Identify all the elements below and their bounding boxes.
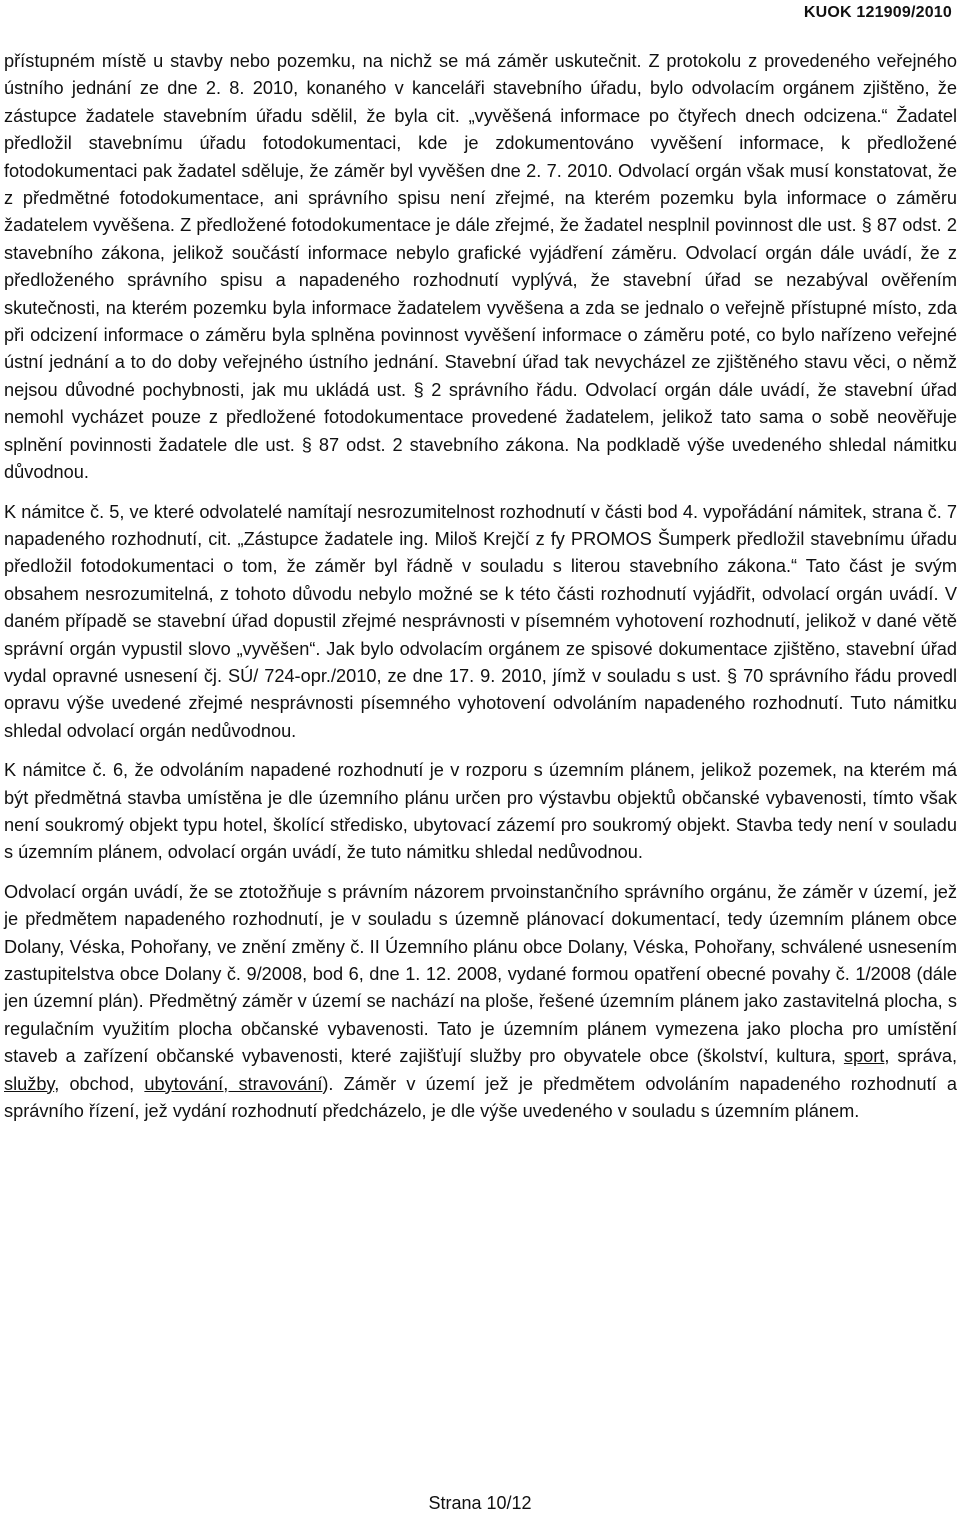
paragraph-objection-5: K námitce č. 5, ve které odvolatelé namítají nesrozumitelnost rozhodnutí v části bod 4. vypořádání námitek, strana č. 7 napadeného rozhodnutí, cit. „Zástupce žadatele ing. Miloš Krejčí z fy PROMOS Šumperk předložil stavebnímu úřadu předložil fotodokumentaci o tom, že záměr byl řádně v souladu s literou stavebního zákona.“ Tato část je svým obsahem nesrozumitelná, z tohoto důvodu nebylo možné se k této části rozhodnutí vyjádřit, odvolací orgán uvádí. V daném případě se stavební úřad dopustil zřejmé nesprávnosti v písemném vyhotovení rozhodnutí, jelikož v dané větě správní orgán vypustil slovo „vyvěšen“. Jak bylo odvolacím orgánem ze spisové dokumentace zjištěno, stavební úřad vydal opravné usnesení čj. SÚ/ 724-opr./2010, ze dne 17. 9. 2010, jímž v souladu s ust. § 70 správního řádu provedl opravu výše uvedené zřejmé nesprávnosti písemného vyhotovení odvoláním napadeného rozhodnutí. Tuto námitku shledal odvolací orgán nedůvodnou. bbox=[4, 501, 957, 741]
paragraph-objection-6: K námitce č. 6, že odvoláním napadené rozhodnutí je v rozporu s územním plánem, jelikož pozemek, na kterém má být předmětná stavba umístěna je dle územního plánu určen pro výstavbu objektů občanské vybavenosti, tímto však není soukromý objekt typu hotel, školící středisko, ubytovací zázemí pro soukromý objekt. Stavba tedy není v souladu s územním plánem, odvolací orgán uvádí, že tuto námitku shledal nedůvodnou. bbox=[4, 760, 957, 863]
document-reference: KUOK 121909/2010 bbox=[803, 4, 952, 21]
conclusion-text-4: ). Záměr v území jež je předmětem odvoláním napadeného rozhodnutí a správního řízení, jež vydání rozhodnutí předcházelo, je dle výše uvedeného v souladu s územním plánem. bbox=[4, 1073, 957, 1122]
underlined-sport: sport bbox=[843, 1046, 885, 1067]
paragraph-continuation: přístupném místě u stavby nebo pozemku, na nichž se má záměr uskutečnit. Z protokolu z provedeného veřejného ústního jednání ze dne 2. 8. 2010, konaného v kanceláři stavebního úřadu, bylo odvolacím orgánem zjištěno, že zástupce žadatele stavebním úřadu sdělil, že byla cit. „vyvěšená informace po čtyřech dnech odcizena.“ Žadatel předložil stavebnímu úřadu fotodokumentaci, kde je zdokumentováno vyvěšení informace, k předložené fotodokumentaci pak žadatel sděluje, že záměr byl vyvěšen dne 2. 7. 2010. Odvolací orgán však musí konstatovat, že z předmětné fotodokumentace, ani správního spisu není zřejmé, na kterém pozemku byla informace o záměru žadatelem vyvěšena. Z předložené fotodokumentace je dále zřejmé, že žadatel nesplnil povinnost dle ust. § 87 odst. 2 stavebního zákona, jelikož součástí informace nebylo grafické vyjádření záměru. Odvolací orgán dále uvádí, že z předloženého správního spisu a napadeného rozhodnutí vyplývá, že stavební úřad se nezabýval ověřením skutečnosti, na kterém pozemku byla informace žadatelem vyvěšena a zda se jednalo o veřejně přístupné místo, zda při odcizení informace o záměru byla splněna povinnost vyvěšení informace o záměru poté, co bylo nařízeno veřejné ústní jednání a to do doby veřejného ústního jednání. Stavební úřad tak nevycházel ze zjištěného stavu věci, o němž nejsou důvodné pochybnosti, jak mu ukládá ust. § 2 správního řádu. Odvolací orgán dále uvádí, že stavební úřad nemohl vycházet pouze z předložené fotodokumentace provedené žadatelem, jelikož tato sama o sobě neověřuje splnění povinnosti žadatele dle ust. § 87 odst. 2 stavebního zákona. Na podkladě výše uvedeného shledal námitku důvodnou. bbox=[4, 51, 957, 483]
document-body bbox=[4, 48, 957, 1125]
underlined-ubytovani: ubytování, stravování bbox=[144, 1073, 323, 1094]
conclusion-text-1: Odvolací orgán uvádí, že se ztotožňuje s právním názorem prvoinstančního správního orgánu, že záměr v území, jež je předmětem napadeného rozhodnutí, je v souladu s územně plánovací dokumentací, tedy územním plánem obce Dolany, Véska, Pohořany, ve znění změny č. II Územního plánu obce Dolany, Véska, Pohořany, schválené usnesením zastupitelstva obce Dolany č. 9/2008, bod 6, dne 1. 12. 2008, vydané formou opatření obecné povahy č. 1/2008 (dále jen územní plán). Předmětný záměr v území se nachází na ploše, řešené územním plánem jako zastavitelná plocha, s regulačním využitím plocha občanské vybavenosti. Tato je územním plánem vymezena jako plocha pro umístění staveb a zařízení občanské vybavenosti, které zajišťují služby pro obyvatele obce (školství, kultura, bbox=[4, 881, 957, 1067]
conclusion-text-3: , obchod, bbox=[54, 1073, 145, 1094]
paragraph-conclusion bbox=[4, 879, 957, 1126]
page-number: Strana 10/12 bbox=[428, 1493, 532, 1513]
underlined-sluzby: služby bbox=[4, 1073, 55, 1094]
conclusion-text-2: , správa, bbox=[884, 1046, 957, 1067]
